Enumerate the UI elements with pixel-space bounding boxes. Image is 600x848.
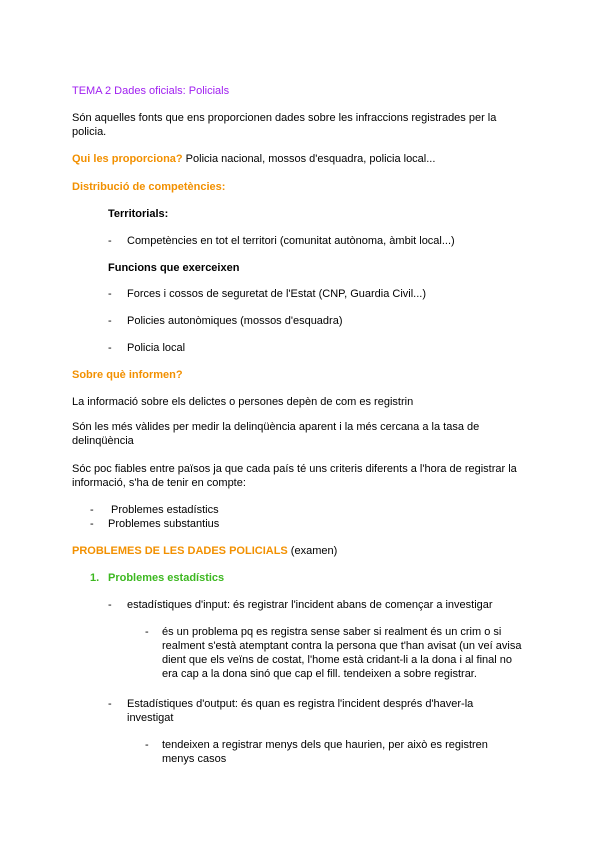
funcions-dash-2: -	[108, 315, 112, 327]
input-sub-dash: -	[145, 626, 149, 638]
funcions-item-3: Policia local	[127, 342, 186, 354]
sobre-heading: Sobre què informen?	[72, 369, 183, 381]
qui-text: Policia nacional, mossos d'esquadra, policia local...	[182, 153, 436, 165]
input-dash: -	[108, 599, 112, 611]
input-sub-line-3: dient que els veïns de costat, l'home està cridant-li a la dona i al final no	[162, 654, 513, 666]
para-3-line-2: informació, s'ha de tenir en compte:	[72, 477, 246, 489]
output-sub-line-1: tendeixen a registrar menys dels que haurien, per això es registren	[162, 739, 488, 751]
output-sub-dash: -	[145, 739, 149, 751]
intro-line-2: policia.	[72, 126, 107, 138]
qui-line	[72, 152, 435, 166]
territorials-dash: -	[108, 235, 112, 247]
territorials-item-1: Competències en tot el territori (comunitat autònoma, àmbit local...)	[127, 235, 455, 247]
territorials-heading: Territorials:	[108, 208, 169, 220]
para-2-line-1: Són les més vàlides per medir la delinqüència aparent i la més cercana a la tasa de	[72, 421, 480, 433]
problemes-heading-suffix: (examen)	[287, 545, 338, 557]
output-sub-line-2: menys casos	[162, 753, 227, 765]
problems-dash-2: -	[90, 518, 94, 530]
distribucio-heading: Distribució de competències:	[72, 181, 226, 193]
output-item-line-2: investigat	[127, 712, 174, 724]
section-1-number: 1.	[90, 572, 100, 584]
problems-item-1: Problemes estadístics	[111, 504, 219, 516]
qui-label: Qui les proporciona?	[72, 153, 183, 165]
problemes-heading	[72, 544, 337, 558]
para-2-line-2: delinqüència	[72, 435, 134, 447]
input-item: estadístiques d'input: és registrar l'incident abans de començar a investigar	[127, 599, 493, 611]
input-sub-line-4: era cap a la dona sinó que cap el fill. tendeixen a sobre registrar.	[162, 668, 477, 680]
funcions-dash-3: -	[108, 342, 112, 354]
problemes-heading-label: PROBLEMES DE LES DADES POLICIALS	[72, 545, 288, 557]
funcions-item-2: Policies autonòmiques (mossos d'esquadra)	[127, 315, 343, 327]
para-1: La informació sobre els delictes o persones depèn de com es registrin	[72, 396, 414, 408]
output-item-line-1: Estadístiques d'output: és quan es registra l'incident després d'haver-la	[127, 698, 474, 710]
document-title: TEMA 2 Dades oficials: Policials	[72, 85, 230, 97]
input-sub-line-1: és un problema pq es registra sense saber si realment és un crim o si	[162, 626, 502, 638]
problems-dash-1: -	[90, 504, 94, 516]
input-sub-line-2: realment s'està atemptant contra la persona que t'han avisat (un veí avisa	[162, 640, 522, 652]
funcions-dash-1: -	[108, 288, 112, 300]
funcions-item-1: Forces i cossos de seguretat de l'Estat (CNP, Guardia Civil...)	[127, 288, 427, 300]
funcions-heading: Funcions que exerceixen	[108, 262, 240, 274]
output-dash: -	[108, 698, 112, 710]
para-3-line-1: Sóc poc fiables entre països ja que cada país té uns criteris diferents a l'hora de registrar la	[72, 463, 517, 475]
problems-item-2: Problemes substantius	[108, 518, 220, 530]
section-1-title: Problemes estadístics	[108, 572, 225, 584]
intro-line-1: Són aquelles fonts que ens proporcionen dades sobre les infraccions registrades per la	[72, 112, 497, 124]
